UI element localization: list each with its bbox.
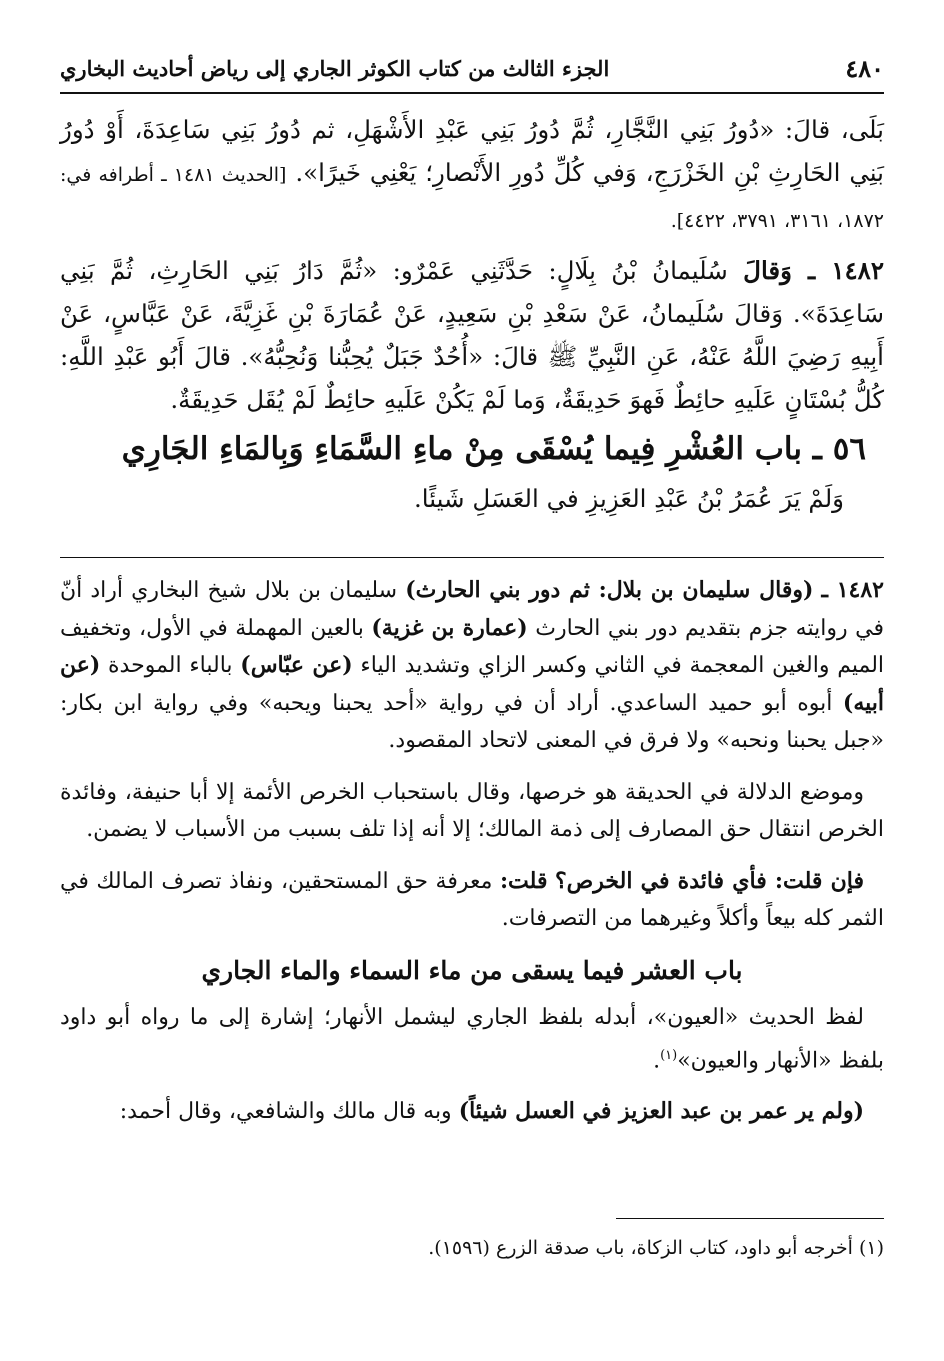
hadith-text-block [60,108,884,526]
commentary-3-answer-label: قلت: [499,867,548,894]
commentary-1-text-3: بالباء الموحدة [108,653,233,678]
commentary-1-quote-4: (عن أبيه) [60,652,884,716]
commentary-block [60,572,884,1145]
footnote: (١) أخرجه أبو داود، كتاب الزكاة، باب صدقة الزرع (١٥٩٦). [428,1237,884,1259]
commentary-paragraph-4 [60,999,884,1079]
section-divider [60,557,884,558]
footnote-separator [616,1218,884,1219]
commentary-5-text: وبه قال مالك والشافعي، وقال أحمد: [119,1099,452,1125]
commentary-1-text-1: سليمان بن بلال شيخ البخاري أراد أنّ في روايته جزم بتقديم دور بني الحارث [60,578,884,641]
running-title: الجزء الثالث من كتاب الكوثر الجاري إلى رياض أحاديث البخاري [60,56,610,81]
running-header [60,52,884,94]
commentary-1-number: ١٤٨٢ ـ [821,577,884,603]
chapter-note: وَلَمْ يَرَ عُمَرُ بْنُ عَبْدِ العَزِيزِ في العَسَلِ شَيئًا. [413,484,844,513]
commentary-1-quote-1: (وقال سليمان بن بلال: ثم دور بني الحارث) [405,577,814,603]
hadith-1481-text: بَلَى، قالَ: «دُورُ بَنِي النَّجَّارِ، ثُمَّ دُورُ بَنِي عَبْدِ الأَشْهَلِ، ثم دُورُ بَنِي سَاعِدَةَ، أَوْ دُورُ بَنِي الحَارِثِ بْنِ الخَزْرَجِ، وَفي كُلِّ دُورِ الأَنْصارِ؛ يَعْنِي خَيرًا». [60,115,884,187]
footnote-marker: (١) [660,1047,678,1063]
commentary-1-text-4: أبوه أبو حميد الساعدي. أراد أن في رواية «أحد يحبنا ويحبه» وفي رواية ابن بكار: «جبل يحبنا ونحبه» ولا فرق في المعنى لاتحاد المقصود. [60,690,884,753]
commentary-1-quote-3: (عن عبّاس) [240,652,353,678]
hadith-1481-reference: [الحديث ١٤٨١ ـ أطرافه في: ١٨٧٢، ٣١٦١، ٣٧٩١، ٤٤٢٢]. [60,164,884,232]
commentary-3-question: فإن قلت: فأي فائدة في الخرص؟ [555,867,864,894]
commentary-3-text: معرفة حق المستحقين، ونفاذ تصرف المالك في الثمر كله بيعاً وأكلاً وغيرهما من التصرفات. [60,868,884,931]
commentary-sub-heading: باب العشر فيما يسقى من ماء السماء والماء الجاري [201,955,743,985]
commentary-paragraph-3 [60,863,884,938]
commentary-4-text: لفظ الحديث «العيون»، أبدله بلفظ الجاري ليشمل الأنهار؛ إشارة إلى ما رواه أبو داود بلفظ «الأنهار والعيون» [60,1005,884,1073]
commentary-paragraph-1 [60,572,884,760]
commentary-1-quote-2: (عمارة بن غزية) [371,614,528,641]
hadith-1482-number: ١٤٨٢ ـ وَقالَ [743,256,884,285]
commentary-4-end: . [653,1047,661,1073]
hadith-1482-text: سُلَيمانُ بْنُ بِلَالٍ: حَدَّثَنِي عَمْرٌو: «ثُمَّ دَارُ بَنِي الحَارِثِ، ثُمَّ بَنِي سَاعِدَةَ». وَقالَ سُلَيمانُ، عَنْ سَعْدِ بْنِ سَعِيدٍ، عَنْ عُمَارَةَ بْنِ غَزِيَّةَ، عَنْ عَبَّاسٍ، عَنْ أَبِيهِ رَضِيَ اللَّهُ عَنْهُ، عَنِ النَّبِيِّ ﷺ قالَ: «أُحُدٌ جَبَلٌ يُحِبُّنا وَنُحِبُّهُ». قالَ أَبُو عَبْدِ اللَّهِ: كُلُّ بُسْتَانٍ عَلَيهِ حائِطٌ فَهوَ حَدِيقَةٌ، وَما لَمْ يَكُنْ عَلَيهِ حائِطٌ لَمْ يُقَل حَدِيقَةٌ. [60,256,884,414]
commentary-paragraph-5 [60,1093,884,1131]
page-number: ٤٨٠ [845,54,884,83]
hadith-1482-paragraph [60,249,884,421]
hadith-1481-paragraph [60,108,884,243]
chapter-title: ٥٦ ـ باب العُشْرِ فِيما يُسْقَى مِنْ ماءِ السَّمَاءِ وَبِالمَاءِ الجَارِي [121,431,866,467]
commentary-1-text-2: بالعين المهملة في الأول، وتخفيف الميم والغين المعجمة في الثاني وكسر الزاي وتشديد الياء [60,615,885,678]
commentary-5-quote: (ولم ير عمر بن عبد العزيز في العسل شيئاً) [458,1098,864,1125]
commentary-paragraph-2: وموضع الدلالة في الحديقة هو خرصها، وقال باستحباب الخرص الأئمة إلا أبا حنيفة، وفائدة الخرص انتقال حق المصارف إلى ذمة المالك؛ إلا أنه إذا تلف بسبب من الأسباب لا يضمن. [60,779,884,842]
